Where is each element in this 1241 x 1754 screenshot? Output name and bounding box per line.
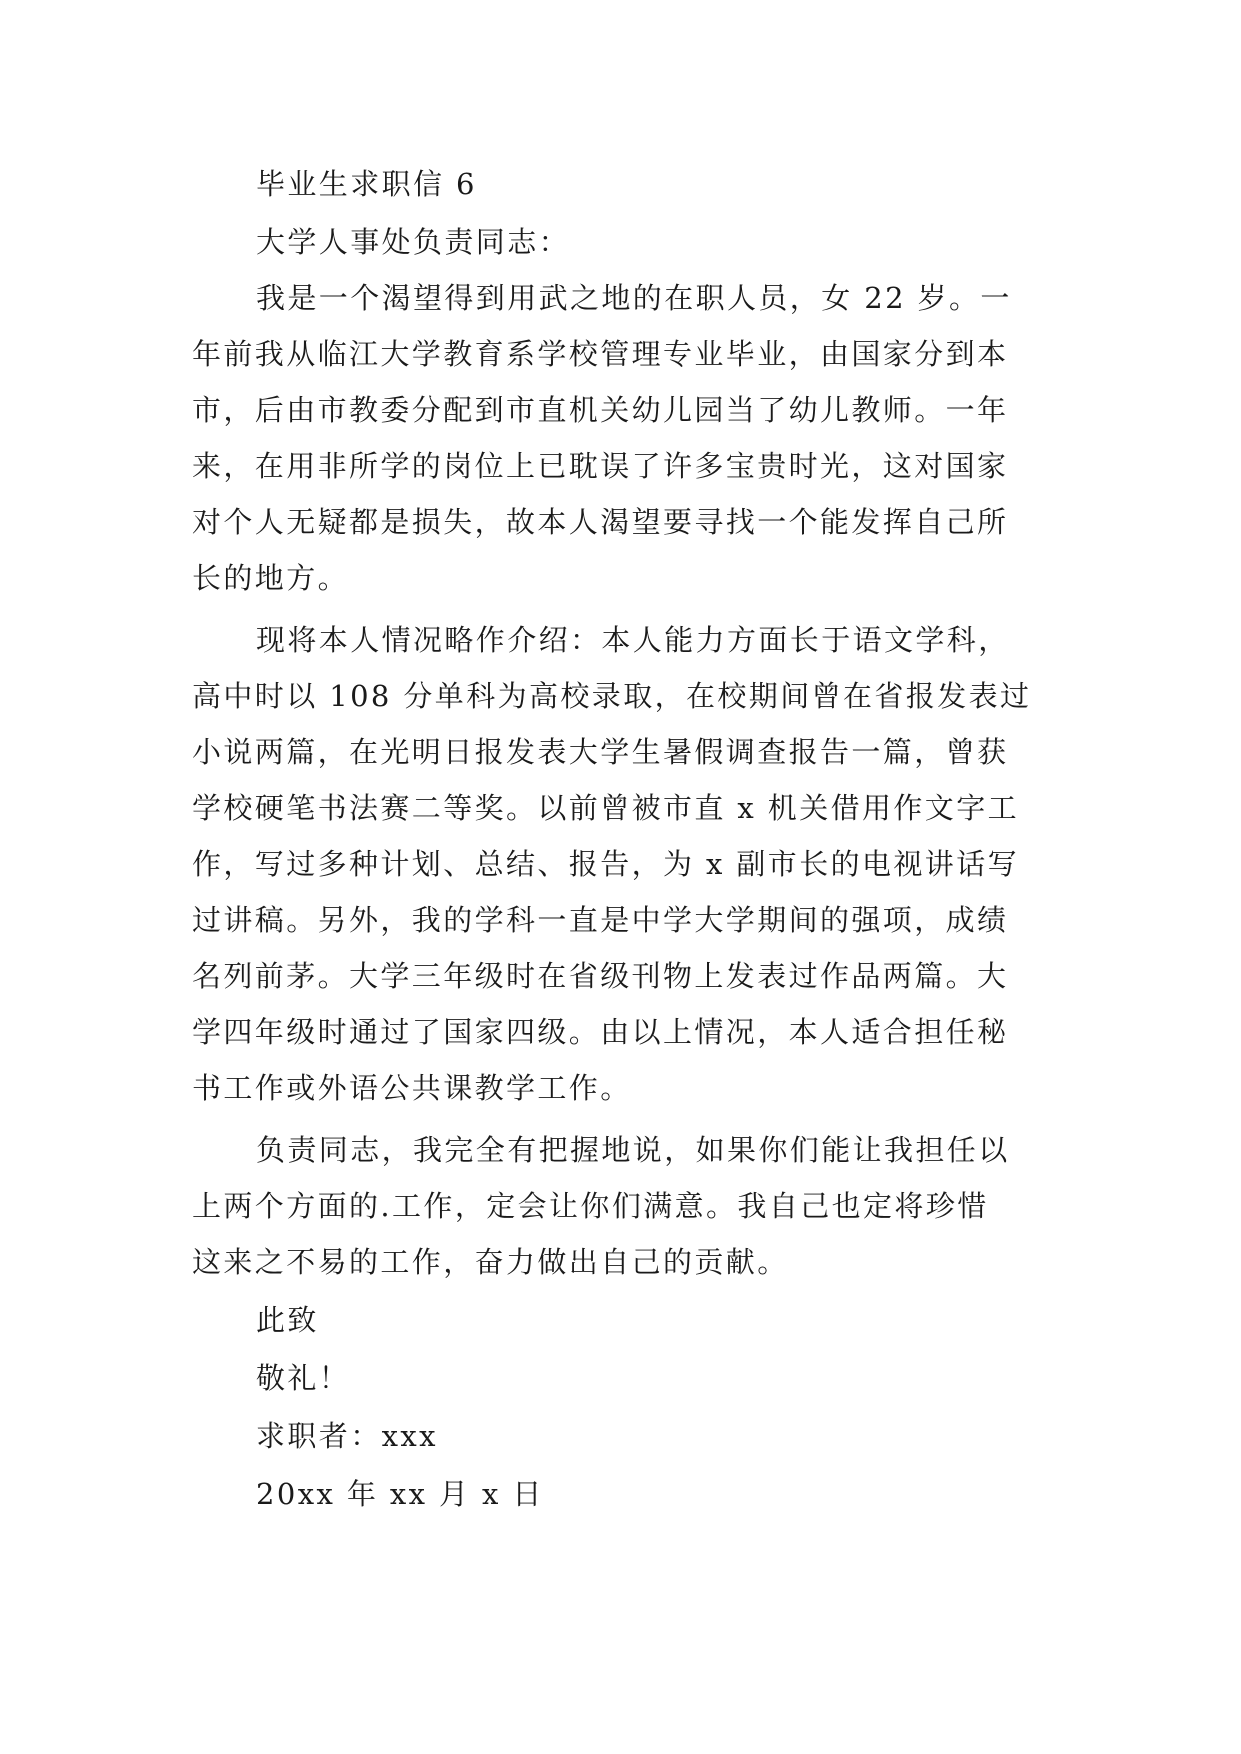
closing-line-2: 敬礼！ [256, 1361, 351, 1395]
paragraph-1-line: 对个人无疑都是损失，故本人渴望要寻找一个能发挥自己所 [192, 505, 1009, 539]
signature: 求职者：xxx [256, 1419, 438, 1453]
paragraph-1-line: 年前我从临江大学教育系学校管理专业毕业，由国家分到本 [192, 337, 1009, 371]
paragraph-2-line: 小说两篇，在光明日报发表大学生暑假调查报告一篇，曾获 [192, 735, 1009, 769]
paragraph-1-line: 长的地方。 [192, 561, 350, 595]
paragraph-3-line: 上两个方面的.工作，定会让你们满意。我自己也定将珍惜 [192, 1189, 989, 1223]
paragraph-2-line: 高中时以 108 分单科为高校录取，在校期间曾在省报发表过 [192, 679, 1032, 713]
paragraph-2-line: 学四年级时通过了国家四级。由以上情况，本人适合担任秘 [192, 1015, 1009, 1049]
paragraph-2-line: 学校硬笔书法赛二等奖。以前曾被市直 x 机关借用作文字工 [192, 791, 1019, 825]
paragraph-3-line: 这来之不易的工作，奋力做出自己的贡献。 [192, 1245, 789, 1279]
date: 20xx 年 xx 月 x 日 [256, 1477, 544, 1511]
paragraph-2-line: 现将本人情况略作介绍：本人能力方面长于语文学科， [256, 623, 1010, 657]
paragraph-1-line: 我是一个渴望得到用武之地的在职人员，女 22 岁。一 [256, 281, 1012, 315]
closing-line-1: 此致 [256, 1303, 319, 1337]
paragraph-1-line: 来，在用非所学的岗位上已耽误了许多宝贵时光，这对国家 [192, 449, 1009, 483]
paragraph-2-line: 过讲稿。另外，我的学科一直是中学大学期间的强项，成绩 [192, 903, 1009, 937]
salutation: 大学人事处负责同志： [256, 225, 571, 259]
paragraph-2-line: 作，写过多种计划、总结、报告，为 x 副市长的电视讲话写 [192, 847, 1019, 881]
paragraph-2-line: 名列前茅。大学三年级时在省级刊物上发表过作品两篇。大 [192, 959, 1009, 993]
paragraph-1-line: 市，后由市教委分配到市直机关幼儿园当了幼儿教师。一年 [192, 393, 1009, 427]
paragraph-2-line: 书工作或外语公共课教学工作。 [192, 1071, 632, 1105]
document-title: 毕业生求职信 6 [256, 167, 477, 201]
paragraph-3-line: 负责同志，我完全有把握地说，如果你们能让我担任以 [256, 1133, 1010, 1167]
